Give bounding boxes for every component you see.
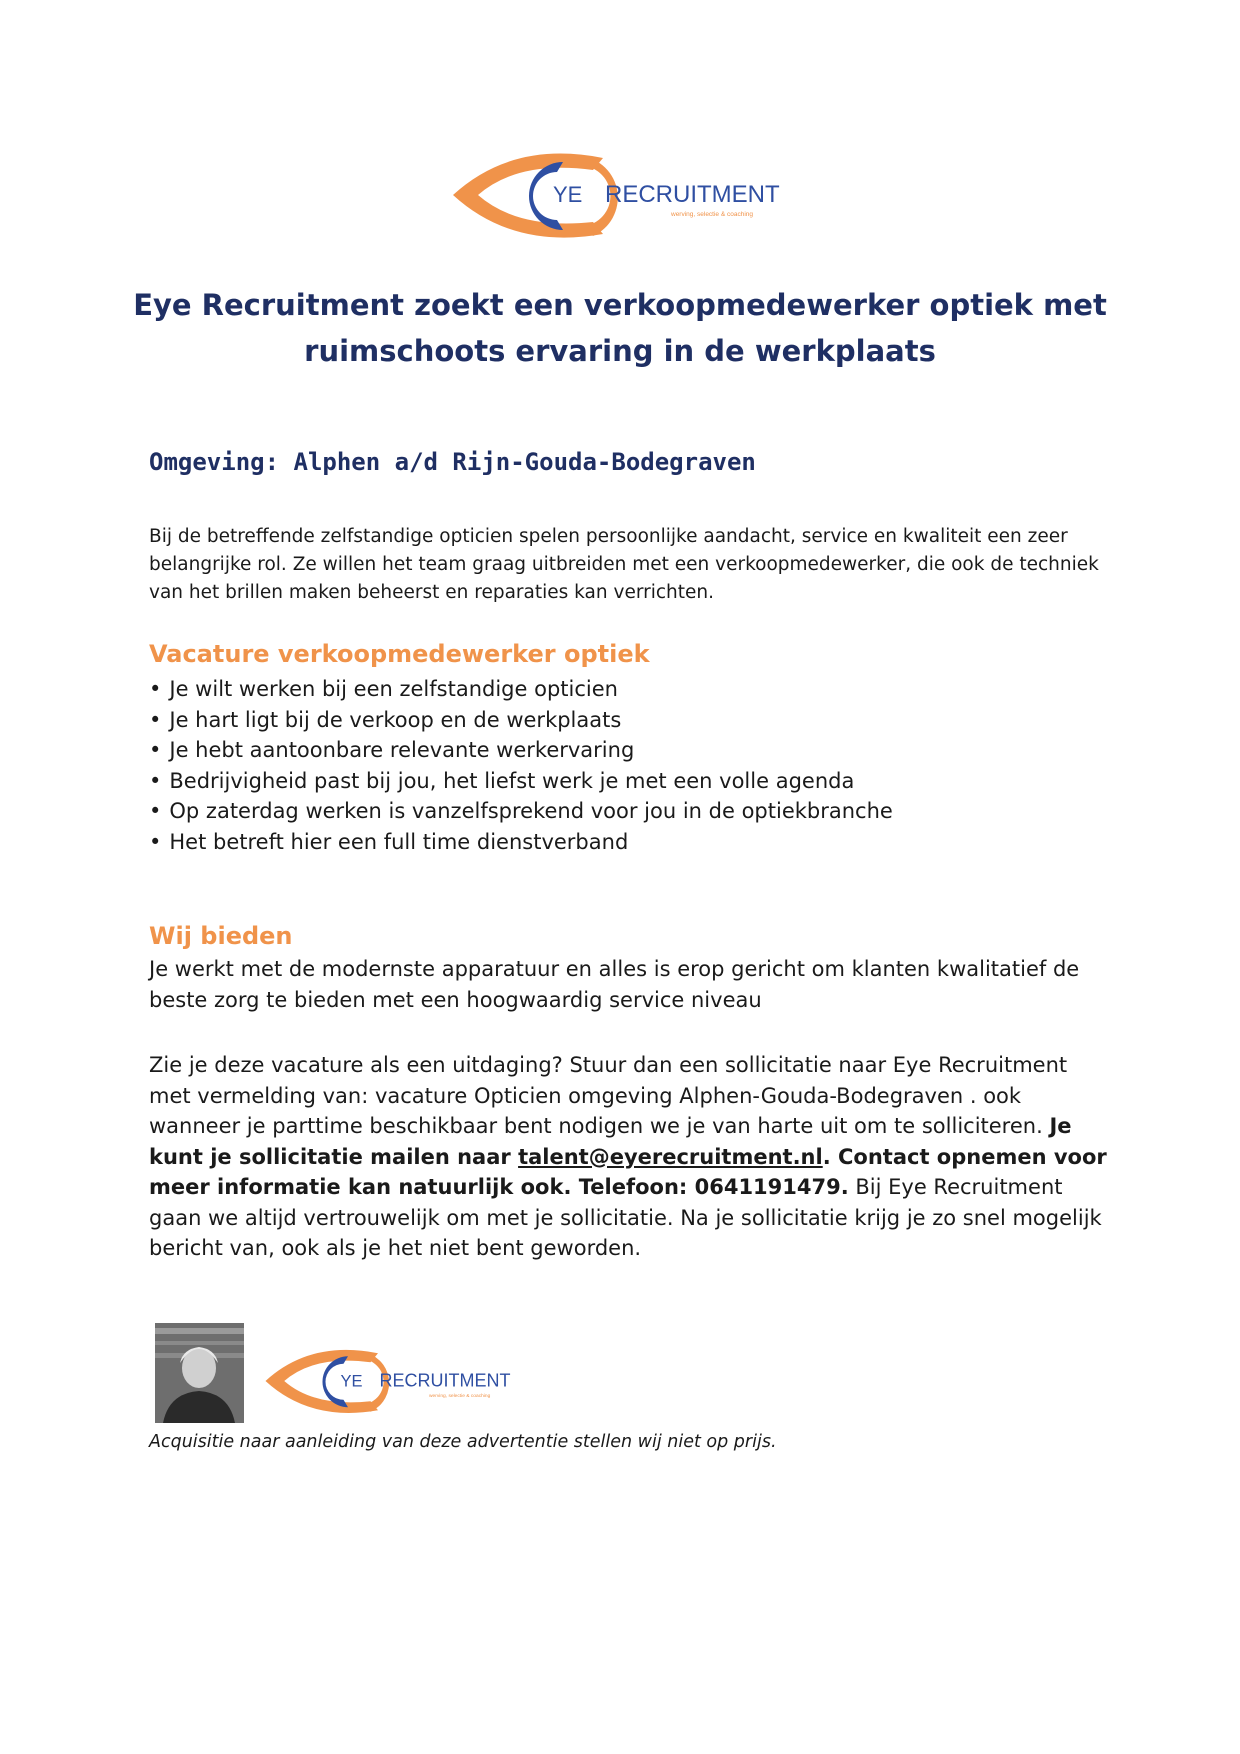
list-item: • Je hart ligt bij de verkoop en de werkplaats (149, 705, 893, 736)
logo-graphic-small (258, 1338, 528, 1424)
disclaimer-text: Acquisitie naar aanleiding van deze advertentie stellen wij niet op prijs. (149, 1432, 777, 1452)
list-item: • Bedrijvigheid past bij jou, het liefst werk je met een volle agenda (149, 766, 893, 797)
recruiter-photo (155, 1323, 244, 1423)
list-item: • Je hebt aantoonbare relevante werkervaring (149, 735, 893, 766)
contact-phone-text: . Contact opnemen voor meer informatie kan natuurlijk ook. Telefoon: 0641191479. (149, 1144, 1107, 1199)
application-paragraph (149, 1050, 1109, 1264)
eye-recruitment-logo-small (258, 1338, 528, 1424)
intro-paragraph: Bij de betreffende zelfstandige opticien spelen persoonlijke aandacht, service en kwaliteit een zeer belangrijke rol. Ze willen het team graag uitbreiden met een verkoopmedewerker, die ook de techniek van het brillen maken beheerst en reparaties kan verrichten. (149, 526, 1099, 603)
vacature-heading: Vacature verkoopmedewerker optiek (149, 640, 650, 668)
requirements-list (149, 674, 893, 857)
logo-tagline: werving, selectie & coaching (671, 211, 754, 218)
logo-eye-letters: YE (340, 1372, 363, 1391)
logo-brand-text: RECRUITMENT (379, 1370, 511, 1391)
confidentiality-text: Bij Eye Recruitment gaan we altijd vertrouwelijk om met je sollicitatie. Na je sollicitatie krijg je zo snel mogelijk bericht van, ook als je het niet bent geworden. (149, 1175, 1102, 1260)
logo-eye-letters: YE (553, 182, 583, 207)
page-title: Eye Recruitment zoekt een verkoopmedewerker optiek met ruimschoots ervaring in de werkplaats (133, 288, 1107, 368)
application-text: Zie je deze vacature als een uitdaging? Stuur dan een sollicitatie naar Eye Recruitment met vermelding van: vacature Opticien omgeving Alphen-Gouda-Bodegraven . ook wanneer je parttime beschikbaar bent nodigen we je van harte uit om te solliciteren. (149, 1053, 1068, 1138)
list-item: • Het betreft hier een full time dienstverband (149, 827, 893, 858)
logo-graphic (443, 140, 803, 250)
bieden-heading: Wij bieden (149, 922, 293, 950)
logo-brand-text: RECRUITMENT (605, 181, 780, 208)
logo-tagline: werving, selectie & coaching (429, 1393, 491, 1399)
application-email-intro: Je kunt je sollicitatie mailen naar (149, 1114, 1072, 1169)
list-item: • Op zaterdag werken is vanzelfsprekend voor jou in de optiekbranche (149, 796, 893, 827)
email-link[interactable]: talent@eyerecruitment.nl (518, 1144, 823, 1169)
person-photo-graphic (155, 1323, 244, 1423)
list-item: • Je wilt werken bij een zelfstandige opticien (149, 674, 893, 705)
eye-recruitment-logo (443, 140, 803, 250)
location-heading: Omgeving: Alphen a/d Rijn-Gouda-Bodegraven (149, 448, 756, 476)
bieden-paragraph: Je werkt met de modernste apparatuur en alles is erop gericht om klanten kwalitatief de beste zorg te bieden met een hoogwaardig service niveau (149, 957, 1080, 1012)
